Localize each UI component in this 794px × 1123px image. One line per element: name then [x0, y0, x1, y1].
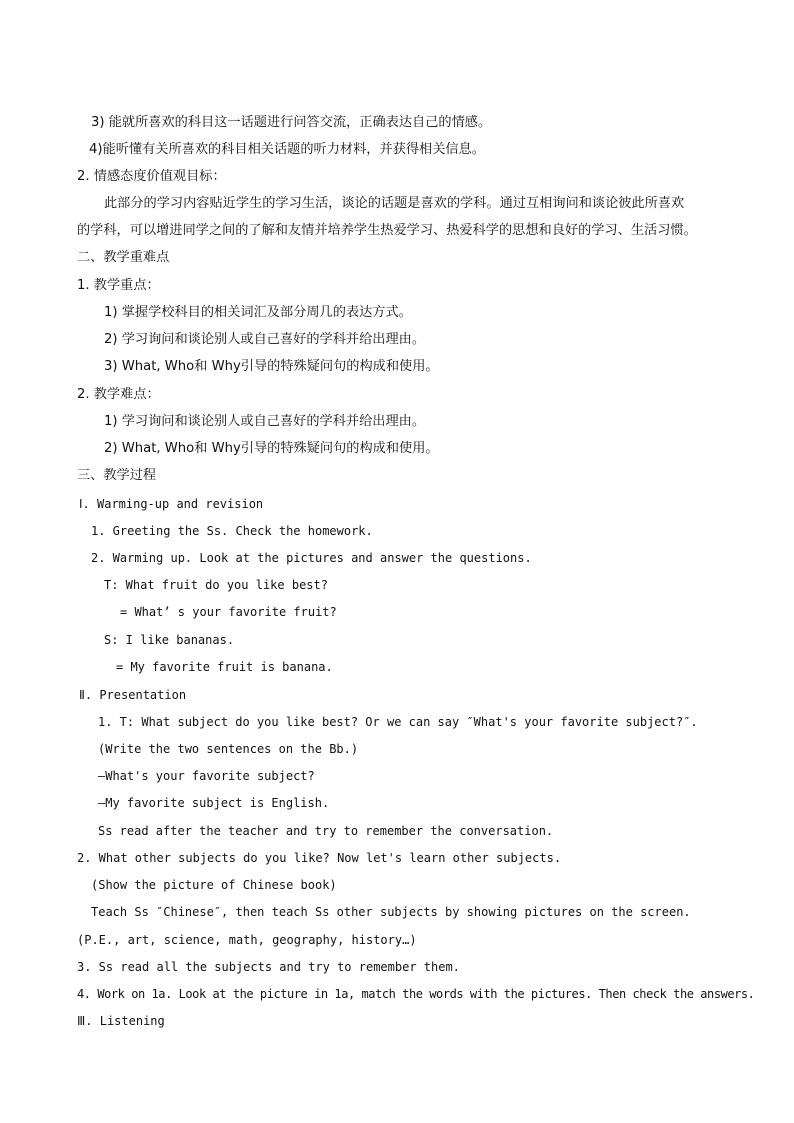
step-listening-heading: Ⅲ. Listening — [77, 1014, 165, 1028]
section-heading-key-points: 二、教学重难点 — [77, 250, 170, 265]
presentation-question: —What's your favorite subject? — [98, 769, 315, 783]
warmup-item-1: 1. Greeting the Ss. Check the homework. — [91, 524, 373, 538]
presentation-item-3: 3. Ss read all the subjects and try to remember them. — [77, 960, 460, 974]
section-heading-emotion-goals: 2. 情感态度价值观目标： — [77, 169, 226, 184]
presentation-item-2: 2. What other subjects do you like? Now let's learn other subjects. — [77, 851, 562, 865]
warmup-item-2: 2. Warming up. Look at the pictures and answer the questions. — [91, 551, 532, 565]
presentation-subject-list: (P.E., art, science, math, geography, history…) — [77, 933, 417, 947]
presentation-answer: —My favorite subject is English. — [98, 796, 330, 810]
step-warming-up-heading: Ⅰ. Warming-up and revision — [79, 497, 264, 511]
presentation-show-picture: (Show the picture of Chinese book) — [91, 878, 337, 892]
focus-item-1: 1) 掌握学校科目的相关词汇及部分周几的表达方式。 — [104, 305, 412, 320]
dialogue-teacher: T: What fruit do you like best? — [104, 578, 328, 592]
subheading-focus: 1. 教学重点： — [77, 278, 160, 293]
presentation-note: (Write the two sentences on the Bb.) — [98, 742, 359, 756]
difficulty-item-2: 2) What, Who和 Why引导的特殊疑问句的构成和使用。 — [104, 441, 439, 456]
section-heading-process: 三、教学过程 — [77, 468, 157, 483]
paragraph-line-2: 的学科，可以增进同学之间的了解和友情并培养学生热爱学习、热爱科学的思想和良好的学习、生活习惯。 — [77, 223, 697, 238]
objective-3: 3) 能就所喜欢的科目这一话题进行问答交流，正确表达自己的情感。 — [91, 115, 492, 130]
difficulty-item-1: 1) 学习询问和谈论别人或自己喜好的学科并给出理由。 — [104, 414, 426, 429]
paragraph-line-1: 此部分的学习内容贴近学生的学习生活，谈论的话题是喜欢的学科。通过互相询问和谈论彼此所喜欢 — [104, 196, 685, 211]
dialogue-student: S: I like bananas. — [104, 633, 235, 647]
presentation-item-4: 4. Work on 1a. Look at the picture in 1a, match the words with the pictures. Then check the answers. — [77, 987, 755, 1001]
step-presentation-heading: Ⅱ. Presentation — [79, 688, 187, 702]
dialogue-student-alt: = My favorite fruit is banana. — [116, 660, 333, 674]
focus-item-2: 2) 学习询问和谈论别人或自己喜好的学科并给出理由。 — [104, 332, 426, 347]
subheading-difficulty: 2. 教学难点： — [77, 387, 160, 402]
dialogue-teacher-alt: = What’ s your favorite fruit? — [120, 605, 337, 619]
focus-item-3: 3) What, Who和 Why引导的特殊疑问句的构成和使用。 — [104, 359, 439, 374]
presentation-item-1: 1. T: What subject do you like best? Or we can say ″What's your favorite subject?″. — [98, 715, 698, 729]
presentation-practice: Ss read after the teacher and try to remember the conversation. — [98, 824, 554, 838]
presentation-teach: Teach Ss ″Chinese″, then teach Ss other subjects by showing pictures on the screen. — [91, 905, 691, 919]
objective-4: 4)能听懂有关所喜欢的科目相关话题的听力材料，并获得相关信息。 — [89, 142, 485, 157]
